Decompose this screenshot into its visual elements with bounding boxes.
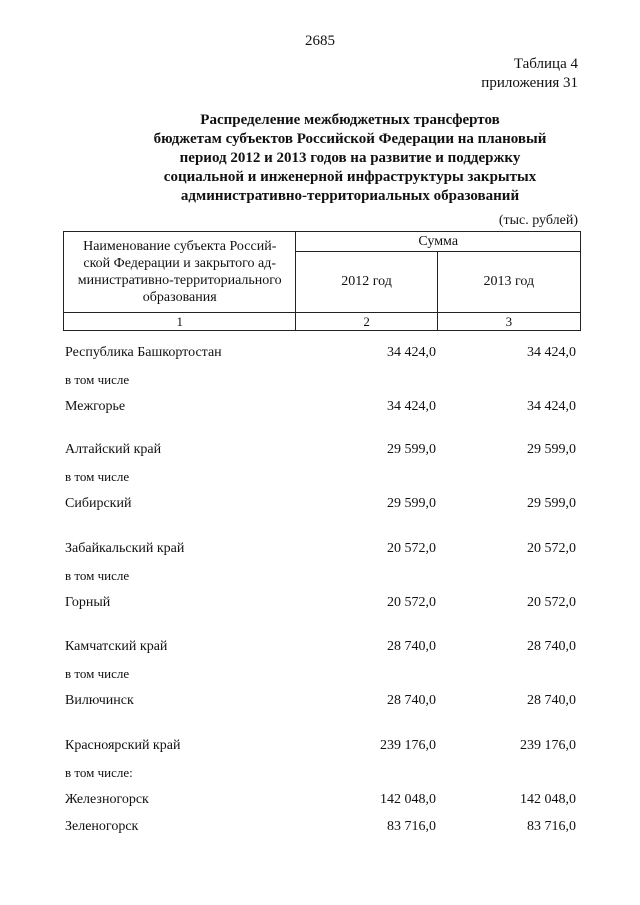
table-row (63, 397, 581, 417)
title-line: бюджетам субъектов Российской Федерации на плановый (153, 131, 547, 147)
table-row (63, 763, 581, 783)
table-row (63, 637, 581, 657)
value-2012: 20 572,0 (387, 595, 436, 610)
table-row (63, 691, 581, 711)
table-row (63, 440, 581, 460)
row-label: Камчатский край (65, 639, 168, 654)
column-header-2012: 2012 год (296, 252, 437, 313)
column-header-name (64, 232, 296, 313)
table-row (63, 817, 581, 837)
value-2012: 239 176,0 (380, 738, 436, 753)
value-2013: 20 572,0 (527, 595, 576, 610)
title-line: административно-территориальных образований (180, 188, 520, 204)
column-number-1: 1 (64, 313, 296, 331)
header-name-line: Наименование субъекта Россий- (83, 239, 277, 254)
value-2013: 83 716,0 (527, 819, 576, 834)
value-2013: 20 572,0 (527, 541, 576, 556)
table-row (63, 736, 581, 756)
row-label: в том числе (65, 568, 130, 583)
column-number-3: 3 (437, 313, 580, 331)
value-2013: 29 599,0 (527, 442, 576, 457)
units-label: (тыс. рублей) (498, 213, 578, 228)
row-label: Алтайский край (65, 442, 162, 457)
value-2013: 34 424,0 (527, 399, 576, 414)
column-header-sum: Сумма (296, 232, 581, 252)
header-name-line: министративно-территориального (77, 273, 282, 288)
value-2013: 28 740,0 (527, 639, 576, 654)
table-row (63, 593, 581, 613)
row-label: Горный (65, 595, 111, 610)
title-line: период 2012 и 2013 годов на развитие и поддержку (179, 150, 521, 166)
table-row (63, 566, 581, 586)
row-label: в том числе (65, 666, 130, 681)
table-reference (481, 55, 578, 93)
value-2012: 83 716,0 (387, 819, 436, 834)
table-row (63, 467, 581, 487)
row-label: в том числе (65, 469, 130, 484)
row-label: в том числе: (65, 765, 133, 780)
value-2012: 29 599,0 (387, 496, 436, 511)
table-row (63, 539, 581, 559)
column-number-2: 2 (296, 313, 437, 331)
value-2013: 239 176,0 (520, 738, 576, 753)
header-name-line: образования (142, 290, 217, 305)
title-line: Распределение межбюджетных трансфертов (200, 112, 500, 128)
value-2012: 142 048,0 (380, 792, 436, 807)
column-header-2013: 2013 год (437, 252, 580, 313)
row-label: Сибирский (65, 496, 132, 511)
document-title (60, 111, 640, 206)
table-row (63, 343, 581, 363)
table-ref-line2: приложения 31 (481, 75, 578, 91)
value-2012: 29 599,0 (387, 442, 436, 457)
value-2013: 34 424,0 (527, 345, 576, 360)
row-label: Забайкальский край (65, 541, 185, 556)
value-2012: 28 740,0 (387, 639, 436, 654)
value-2013: 28 740,0 (527, 693, 576, 708)
row-label: Республика Башкортостан (65, 345, 222, 360)
table-row (63, 790, 581, 810)
value-2012: 34 424,0 (387, 345, 436, 360)
value-2013: 29 599,0 (527, 496, 576, 511)
row-label: Красноярский край (65, 738, 181, 753)
title-line: социальной и инженерной инфраструктуры закрытых (163, 169, 537, 185)
page-number: 2685 (305, 33, 335, 49)
table-header (63, 231, 581, 331)
header-name-line: ской Федерации и закрытого ад- (83, 256, 277, 271)
value-2013: 142 048,0 (520, 792, 576, 807)
table-row (63, 370, 581, 390)
row-label: Железногорск (65, 792, 149, 807)
table-ref-line1: Таблица 4 (513, 56, 578, 72)
table-row (63, 494, 581, 514)
row-label: в том числе (65, 372, 130, 387)
value-2012: 34 424,0 (387, 399, 436, 414)
value-2012: 28 740,0 (387, 693, 436, 708)
row-label: Зеленогорск (65, 819, 139, 834)
row-label: Вилючинск (65, 693, 134, 708)
value-2012: 20 572,0 (387, 541, 436, 556)
table-row (63, 664, 581, 684)
row-label: Межгорье (65, 399, 126, 414)
